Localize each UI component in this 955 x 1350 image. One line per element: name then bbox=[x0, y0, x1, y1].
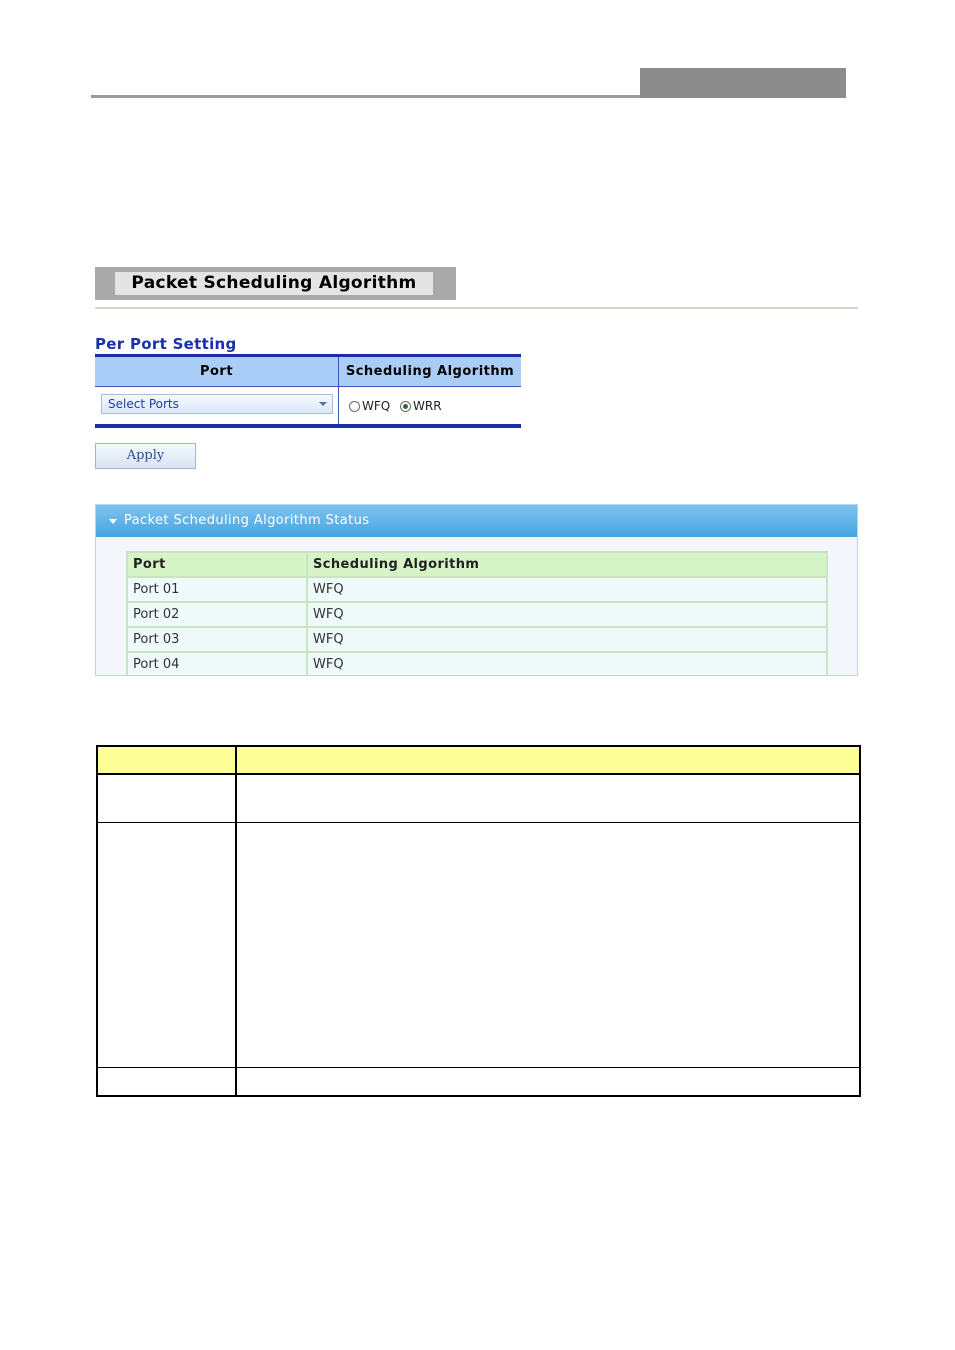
page-header-block bbox=[640, 68, 846, 98]
port-cell: Port 02 bbox=[127, 602, 307, 627]
description-column-divider bbox=[235, 747, 237, 1095]
status-panel-header[interactable] bbox=[96, 505, 857, 537]
chevron-down-icon bbox=[319, 402, 327, 406]
status-table bbox=[126, 551, 828, 676]
wfq-radio[interactable] bbox=[349, 401, 360, 412]
table-row bbox=[127, 627, 827, 652]
algorithm-cell: WFQ bbox=[307, 577, 827, 602]
port-cell: Port 03 bbox=[127, 627, 307, 652]
algorithm-cell: WFQ bbox=[307, 627, 827, 652]
algorithm-radio-group bbox=[349, 399, 448, 413]
status-panel bbox=[95, 504, 858, 676]
select-ports-dropdown[interactable] bbox=[101, 394, 333, 414]
status-panel-title: Packet Scheduling Algorithm Status bbox=[124, 513, 370, 528]
collapse-triangle-icon bbox=[109, 519, 117, 524]
wfq-radio-label: WFQ bbox=[362, 399, 391, 413]
per-port-setting-table bbox=[95, 354, 521, 428]
description-table bbox=[96, 745, 861, 1097]
title-divider bbox=[95, 307, 858, 309]
description-table-header bbox=[98, 747, 859, 775]
apply-button[interactable]: Apply bbox=[95, 443, 196, 469]
select-ports-value: Select Ports bbox=[108, 397, 179, 411]
per-port-setting-label: Per Port Setting bbox=[95, 335, 237, 353]
page-title: Packet Scheduling Algorithm bbox=[115, 272, 433, 295]
port-cell: Port 01 bbox=[127, 577, 307, 602]
algorithm-column-header: Scheduling Algorithm bbox=[345, 364, 515, 379]
setting-table-header bbox=[95, 357, 521, 387]
setting-table-row bbox=[95, 387, 521, 424]
page-header-rule bbox=[91, 95, 640, 98]
port-cell: Port 04 bbox=[127, 652, 307, 676]
title-banner bbox=[95, 267, 456, 300]
status-port-header: Port bbox=[127, 552, 307, 577]
table-row bbox=[127, 652, 827, 676]
wrr-radio-label: WRR bbox=[413, 399, 442, 413]
description-row-divider bbox=[98, 1067, 859, 1068]
port-column-header: Port bbox=[95, 357, 339, 386]
algorithm-cell: WFQ bbox=[307, 602, 827, 627]
table-row bbox=[127, 602, 827, 627]
column-divider bbox=[338, 387, 339, 424]
wrr-radio[interactable] bbox=[400, 401, 411, 412]
description-row-divider bbox=[98, 822, 859, 823]
status-table-header-row bbox=[127, 552, 827, 577]
table-row bbox=[127, 577, 827, 602]
status-algorithm-header: Scheduling Algorithm bbox=[307, 552, 827, 577]
algorithm-cell: WFQ bbox=[307, 652, 827, 676]
